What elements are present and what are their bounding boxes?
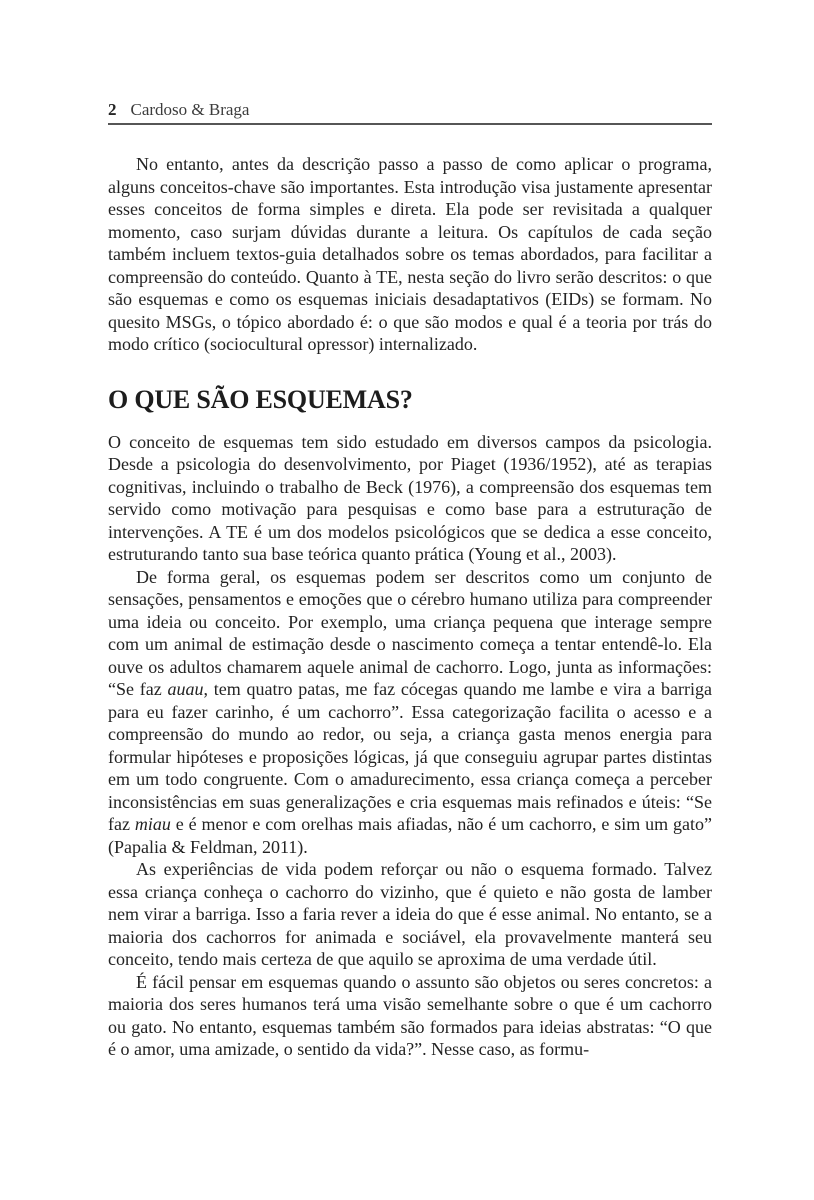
italic-text-segment: auau: [167, 679, 204, 699]
page-header: [108, 101, 712, 119]
header-rule: [108, 123, 712, 125]
page-number: 2: [108, 100, 117, 119]
text-segment: De forma geral, os esquemas podem ser descritos como um conjunto de sensações, pensamentos e emoções que o cérebro humano utiliza para compreender uma ideia ou conceito. Por exemplo, uma criança pequena que interage sempre com um animal de estimação desde o nascimento começa a tentar entendê-lo. Ela ouve os adultos chamarem aquele animal de cachorro. Logo, junta as informações: “Se faz: [108, 566, 712, 699]
text-segment: No entanto, antes da descrição passo a passo de como aplicar o programa, alguns conceitos-chave são importantes. Esta introdução visa justamente apresentar esses conceitos de forma simples e direta. Ela pode ser revisitada a qualquer momento, caso surjam dúvidas durante a leitura. Os capítulos de cada seção também incluem textos-guia detalhados sobre os temas abordados, para facilitar a compreensão do conteúdo. Quanto à TE, nesta seção do livro serão descritos: o que são esquemas e como os esquemas iniciais desadaptativos (EIDs) se formam. No quesito MSGs, o tópico abordado é: o que são modos e qual é a teoria por trás do modo crítico (sociocultural opressor) internalizado.: [108, 154, 712, 354]
italic-text-segment: miau: [134, 814, 171, 834]
paragraph: [108, 971, 712, 1061]
page-content: [108, 0, 712, 1061]
running-title: Cardoso & Braga: [130, 100, 250, 119]
text-segment: e é menor e com orelhas mais afiadas, não é um cachorro, e sim um gato” (Papalia & Feldman, 2011).: [108, 814, 712, 857]
body-text: [108, 153, 712, 1061]
paragraph: [108, 153, 712, 356]
paragraph: [108, 858, 712, 971]
section-heading: O QUE SÃO ESQUEMAS?: [108, 384, 413, 414]
text-segment: , tem quatro patas, me faz cócegas quando me lambe e vira a barriga para eu fazer carinho, é um cachorro”. Essa categorização facilita o acesso e a compreensão do mundo ao redor, ou seja, a criança gasta menos energia para formular hipóteses e proposições lógicas, já que conseguiu agrupar partes distintas em um todo congruente. Com o amadurecimento, essa criança começa a perceber inconsistências em suas generalizações e cria esquemas mais refinados e úteis: “Se faz: [108, 679, 712, 834]
text-segment: É fácil pensar em esquemas quando o assunto são objetos ou seres concretos: a maioria dos seres humanos terá uma visão semelhante sobre o que é um cachorro ou gato. No entanto, esquemas também são formados para ideias abstratas: “O que é o amor, uma amizade, o sentido da vida?”. Nesse caso, as formu-: [108, 971, 712, 1059]
paragraph: [108, 566, 712, 859]
text-segment: As experiências de vida podem reforçar ou não o esquema formado. Talvez essa criança conheça o cachorro do vizinho, que é quieto e não gosta de lamber nem virar a barriga. Isso a faria rever a ideia do que é esse animal. No entanto, se a maioria dos cachorros for animada e sociável, ela provavelmente manterá seu conceito, tendo mais certeza de que aquilo se aproxima de uma verdade útil.: [108, 859, 712, 969]
text-segment: O conceito de esquemas tem sido estudado em diversos campos da psicologia. Desde a psicologia do desenvolvimento, por Piaget (1936/1952), até as terapias cognitivas, incluindo o trabalho de Beck (1976), a compreensão dos esquemas tem servido como motivação para pesquisas e como base para a estruturação de intervenções. A TE é um dos modelos psicológicos que se dedica a esse conceito, estruturando tanto sua base teórica quanto prática (Young et al., 2003).: [108, 431, 712, 564]
paragraph: [108, 431, 712, 566]
